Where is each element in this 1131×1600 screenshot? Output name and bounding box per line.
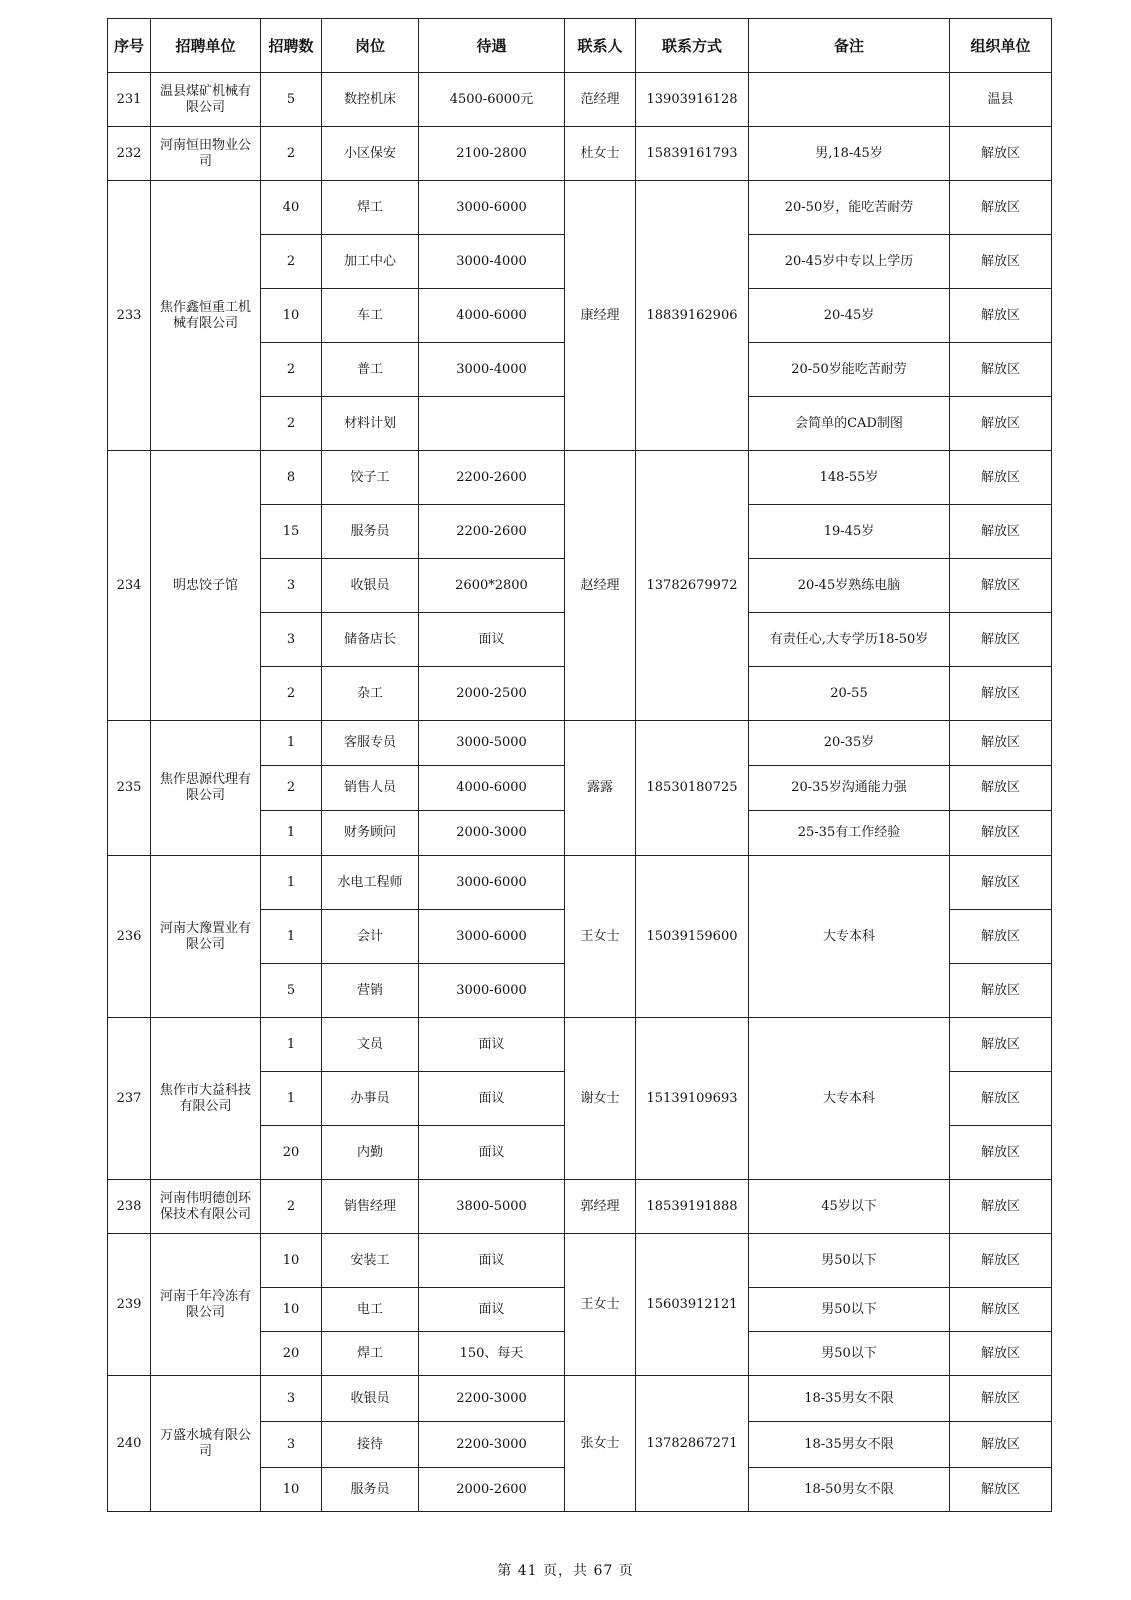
- cell-count: 10: [261, 1234, 322, 1288]
- header-position: 岗位: [322, 19, 419, 73]
- cell-contact: 杜女士: [565, 127, 636, 181]
- cell-org: 解放区: [950, 1288, 1052, 1332]
- cell-seq: 233: [108, 181, 151, 451]
- cell-salary: 3000-6000: [419, 964, 565, 1018]
- cell-company: 焦作思源代理有限公司: [151, 721, 261, 856]
- table-row: [108, 451, 1052, 505]
- cell-org: 解放区: [950, 559, 1052, 613]
- header-note: 备注: [749, 19, 950, 73]
- cell-position: 小区保安: [322, 127, 419, 181]
- cell-note: 18-50男女不限: [749, 1468, 950, 1512]
- cell-salary: 2000-2500: [419, 667, 565, 721]
- table-row: [108, 1234, 1052, 1288]
- cell-salary: 3800-5000: [419, 1180, 565, 1234]
- cell-salary: 面议: [419, 1072, 565, 1126]
- cell-note: 20-45岁中专以上学历: [749, 235, 950, 289]
- cell-org: 解放区: [950, 1180, 1052, 1234]
- cell-org: 解放区: [950, 1234, 1052, 1288]
- cell-note: 19-45岁: [749, 505, 950, 559]
- cell-note: 男50以下: [749, 1234, 950, 1288]
- cell-org: 解放区: [950, 235, 1052, 289]
- cell-count: 2: [261, 397, 322, 451]
- cell-position: 客服专员: [322, 721, 419, 766]
- cell-seq: 239: [108, 1234, 151, 1376]
- cell-count: 8: [261, 451, 322, 505]
- cell-phone: 18530180725: [636, 721, 749, 856]
- cell-count: 3: [261, 1422, 322, 1468]
- cell-contact: 谢女士: [565, 1018, 636, 1180]
- cell-position: 储备店长: [322, 613, 419, 667]
- header-seq: 序号: [108, 19, 151, 73]
- cell-note: 18-35男女不限: [749, 1422, 950, 1468]
- cell-count: 1: [261, 856, 322, 910]
- cell-count: 2: [261, 235, 322, 289]
- cell-position: 焊工: [322, 1332, 419, 1376]
- cell-salary: 面议: [419, 1126, 565, 1180]
- header-count: 招聘数: [261, 19, 322, 73]
- cell-position: 收银员: [322, 559, 419, 613]
- cell-salary: 150、每天: [419, 1332, 565, 1376]
- cell-phone: 13782679972: [636, 451, 749, 721]
- cell-note: 20-45岁: [749, 289, 950, 343]
- cell-company: 焦作鑫恒重工机械有限公司: [151, 181, 261, 451]
- cell-salary: 4000-6000: [419, 289, 565, 343]
- table-row: [108, 721, 1052, 766]
- cell-note: 大专本科: [749, 1018, 950, 1180]
- cell-contact: 王女士: [565, 1234, 636, 1376]
- cell-position: 收银员: [322, 1376, 419, 1422]
- cell-salary: 3000-6000: [419, 910, 565, 964]
- cell-company: 焦作市大益科技有限公司: [151, 1018, 261, 1180]
- cell-position: 接待: [322, 1422, 419, 1468]
- table-row: [108, 856, 1052, 910]
- cell-org: 解放区: [950, 451, 1052, 505]
- cell-count: 15: [261, 505, 322, 559]
- cell-org: 解放区: [950, 1422, 1052, 1468]
- cell-position: 车工: [322, 289, 419, 343]
- cell-org: 解放区: [950, 181, 1052, 235]
- cell-count: 40: [261, 181, 322, 235]
- cell-note: 45岁以下: [749, 1180, 950, 1234]
- cell-salary: 2100-2800: [419, 127, 565, 181]
- cell-org: 解放区: [950, 811, 1052, 856]
- cell-note: 大专本科: [749, 856, 950, 1018]
- cell-salary: 2200-3000: [419, 1422, 565, 1468]
- cell-org: 解放区: [950, 1126, 1052, 1180]
- cell-position: 饺子工: [322, 451, 419, 505]
- cell-note: 25-35有工作经验: [749, 811, 950, 856]
- cell-count: 20: [261, 1332, 322, 1376]
- cell-contact: 张女士: [565, 1376, 636, 1512]
- cell-position: 会计: [322, 910, 419, 964]
- cell-org: 解放区: [950, 1332, 1052, 1376]
- cell-org: 解放区: [950, 964, 1052, 1018]
- cell-contact: 康经理: [565, 181, 636, 451]
- cell-org: 解放区: [950, 505, 1052, 559]
- cell-company: 明忠饺子馆: [151, 451, 261, 721]
- cell-position: 水电工程师: [322, 856, 419, 910]
- cell-contact: 郭经理: [565, 1180, 636, 1234]
- page-footer: 第 41 页，共 67 页: [497, 1563, 634, 1579]
- cell-note: 20-35岁沟通能力强: [749, 766, 950, 811]
- cell-phone: 15139109693: [636, 1018, 749, 1180]
- cell-note: 20-50岁能吃苦耐劳: [749, 343, 950, 397]
- cell-salary: 3000-4000: [419, 343, 565, 397]
- cell-org: 解放区: [950, 766, 1052, 811]
- cell-salary: 2200-2600: [419, 451, 565, 505]
- cell-salary: 4500-6000元: [419, 73, 565, 127]
- cell-count: 20: [261, 1126, 322, 1180]
- cell-contact: 露露: [565, 721, 636, 856]
- cell-org: 解放区: [950, 1376, 1052, 1422]
- cell-note: 20-35岁: [749, 721, 950, 766]
- cell-position: 服务员: [322, 505, 419, 559]
- cell-salary: 2200-2600: [419, 505, 565, 559]
- cell-salary: 面议: [419, 1288, 565, 1332]
- cell-salary: 面议: [419, 1018, 565, 1072]
- cell-note: 20-50岁，能吃苦耐劳: [749, 181, 950, 235]
- cell-count: 3: [261, 613, 322, 667]
- header-org: 组织单位: [950, 19, 1052, 73]
- cell-position: 加工中心: [322, 235, 419, 289]
- cell-salary: 2000-2600: [419, 1468, 565, 1512]
- cell-note: 男50以下: [749, 1288, 950, 1332]
- cell-phone: 15603912121: [636, 1234, 749, 1376]
- cell-company: 河南大豫置业有限公司: [151, 856, 261, 1018]
- cell-org: 解放区: [950, 856, 1052, 910]
- cell-org: 解放区: [950, 127, 1052, 181]
- cell-note: 20-55: [749, 667, 950, 721]
- cell-salary: 面议: [419, 613, 565, 667]
- cell-count: 2: [261, 343, 322, 397]
- table-body: [108, 73, 1052, 1512]
- recruitment-table: [107, 18, 1052, 1512]
- cell-count: 2: [261, 1180, 322, 1234]
- cell-note: 会简单的CAD制图: [749, 397, 950, 451]
- cell-salary: 面议: [419, 1234, 565, 1288]
- header-row: [108, 19, 1052, 73]
- cell-org: 解放区: [950, 910, 1052, 964]
- cell-org: 温县: [950, 73, 1052, 127]
- cell-count: 2: [261, 766, 322, 811]
- cell-seq: 236: [108, 856, 151, 1018]
- cell-note: 有责任心,大专学历18-50岁: [749, 613, 950, 667]
- cell-org: 解放区: [950, 613, 1052, 667]
- cell-salary: 3000-6000: [419, 856, 565, 910]
- cell-position: 材料计划: [322, 397, 419, 451]
- cell-count: 1: [261, 811, 322, 856]
- cell-position: 内勤: [322, 1126, 419, 1180]
- cell-company: 河南伟明德创环保技术有限公司: [151, 1180, 261, 1234]
- table-row: [108, 127, 1052, 181]
- cell-note: 男50以下: [749, 1332, 950, 1376]
- table-row: [108, 181, 1052, 235]
- header-salary: 待遇: [419, 19, 565, 73]
- cell-position: 普工: [322, 343, 419, 397]
- cell-seq: 231: [108, 73, 151, 127]
- cell-note: 男,18-45岁: [749, 127, 950, 181]
- cell-note: 20-45岁熟练电脑: [749, 559, 950, 613]
- table-row: [108, 1376, 1052, 1422]
- cell-position: 数控机床: [322, 73, 419, 127]
- cell-note: 148-55岁: [749, 451, 950, 505]
- cell-company: 河南千年冷冻有限公司: [151, 1234, 261, 1376]
- cell-position: 财务顾问: [322, 811, 419, 856]
- cell-note: 18-35男女不限: [749, 1376, 950, 1422]
- cell-count: 1: [261, 910, 322, 964]
- cell-org: 解放区: [950, 721, 1052, 766]
- cell-count: 10: [261, 289, 322, 343]
- cell-phone: 15039159600: [636, 856, 749, 1018]
- cell-count: 1: [261, 721, 322, 766]
- cell-position: 服务员: [322, 1468, 419, 1512]
- cell-position: 焊工: [322, 181, 419, 235]
- cell-seq: 237: [108, 1018, 151, 1180]
- cell-salary: 3000-6000: [419, 181, 565, 235]
- cell-salary: 2000-3000: [419, 811, 565, 856]
- cell-position: 安装工: [322, 1234, 419, 1288]
- cell-count: 2: [261, 127, 322, 181]
- cell-company: 温县煤矿机械有限公司: [151, 73, 261, 127]
- cell-count: 5: [261, 964, 322, 1018]
- cell-org: 解放区: [950, 1468, 1052, 1512]
- cell-org: 解放区: [950, 289, 1052, 343]
- cell-seq: 238: [108, 1180, 151, 1234]
- cell-salary: 4000-6000: [419, 766, 565, 811]
- cell-phone: 13782867271: [636, 1376, 749, 1512]
- cell-count: 3: [261, 1376, 322, 1422]
- cell-note: [749, 73, 950, 127]
- cell-count: 3: [261, 559, 322, 613]
- cell-count: 1: [261, 1072, 322, 1126]
- cell-position: 销售人员: [322, 766, 419, 811]
- cell-count: 5: [261, 73, 322, 127]
- cell-count: 10: [261, 1288, 322, 1332]
- cell-company: 河南恒田物业公司: [151, 127, 261, 181]
- cell-phone: 18539191888: [636, 1180, 749, 1234]
- cell-phone: 15839161793: [636, 127, 749, 181]
- cell-position: 营销: [322, 964, 419, 1018]
- cell-count: 10: [261, 1468, 322, 1512]
- cell-position: 电工: [322, 1288, 419, 1332]
- cell-seq: 234: [108, 451, 151, 721]
- cell-salary: 2600*2800: [419, 559, 565, 613]
- header-phone: 联系方式: [636, 19, 749, 73]
- cell-position: 办事员: [322, 1072, 419, 1126]
- cell-org: 解放区: [950, 397, 1052, 451]
- cell-contact: 王女士: [565, 856, 636, 1018]
- cell-phone: 13903916128: [636, 73, 749, 127]
- table-row: [108, 73, 1052, 127]
- cell-position: 文员: [322, 1018, 419, 1072]
- cell-position: 销售经理: [322, 1180, 419, 1234]
- cell-seq: 235: [108, 721, 151, 856]
- header-company: 招聘单位: [151, 19, 261, 73]
- cell-org: 解放区: [950, 667, 1052, 721]
- cell-company: 万盛水城有限公司: [151, 1376, 261, 1512]
- cell-contact: 赵经理: [565, 451, 636, 721]
- cell-org: 解放区: [950, 1072, 1052, 1126]
- cell-salary: [419, 397, 565, 451]
- cell-org: 解放区: [950, 343, 1052, 397]
- cell-count: 1: [261, 1018, 322, 1072]
- cell-salary: 3000-5000: [419, 721, 565, 766]
- cell-salary: 2200-3000: [419, 1376, 565, 1422]
- table-row: [108, 1180, 1052, 1234]
- cell-position: 杂工: [322, 667, 419, 721]
- cell-count: 2: [261, 667, 322, 721]
- cell-org: 解放区: [950, 1018, 1052, 1072]
- header-contact: 联系人: [565, 19, 636, 73]
- cell-contact: 范经理: [565, 73, 636, 127]
- cell-phone: 18839162906: [636, 181, 749, 451]
- cell-salary: 3000-4000: [419, 235, 565, 289]
- table-row: [108, 1018, 1052, 1072]
- cell-seq: 232: [108, 127, 151, 181]
- cell-seq: 240: [108, 1376, 151, 1512]
